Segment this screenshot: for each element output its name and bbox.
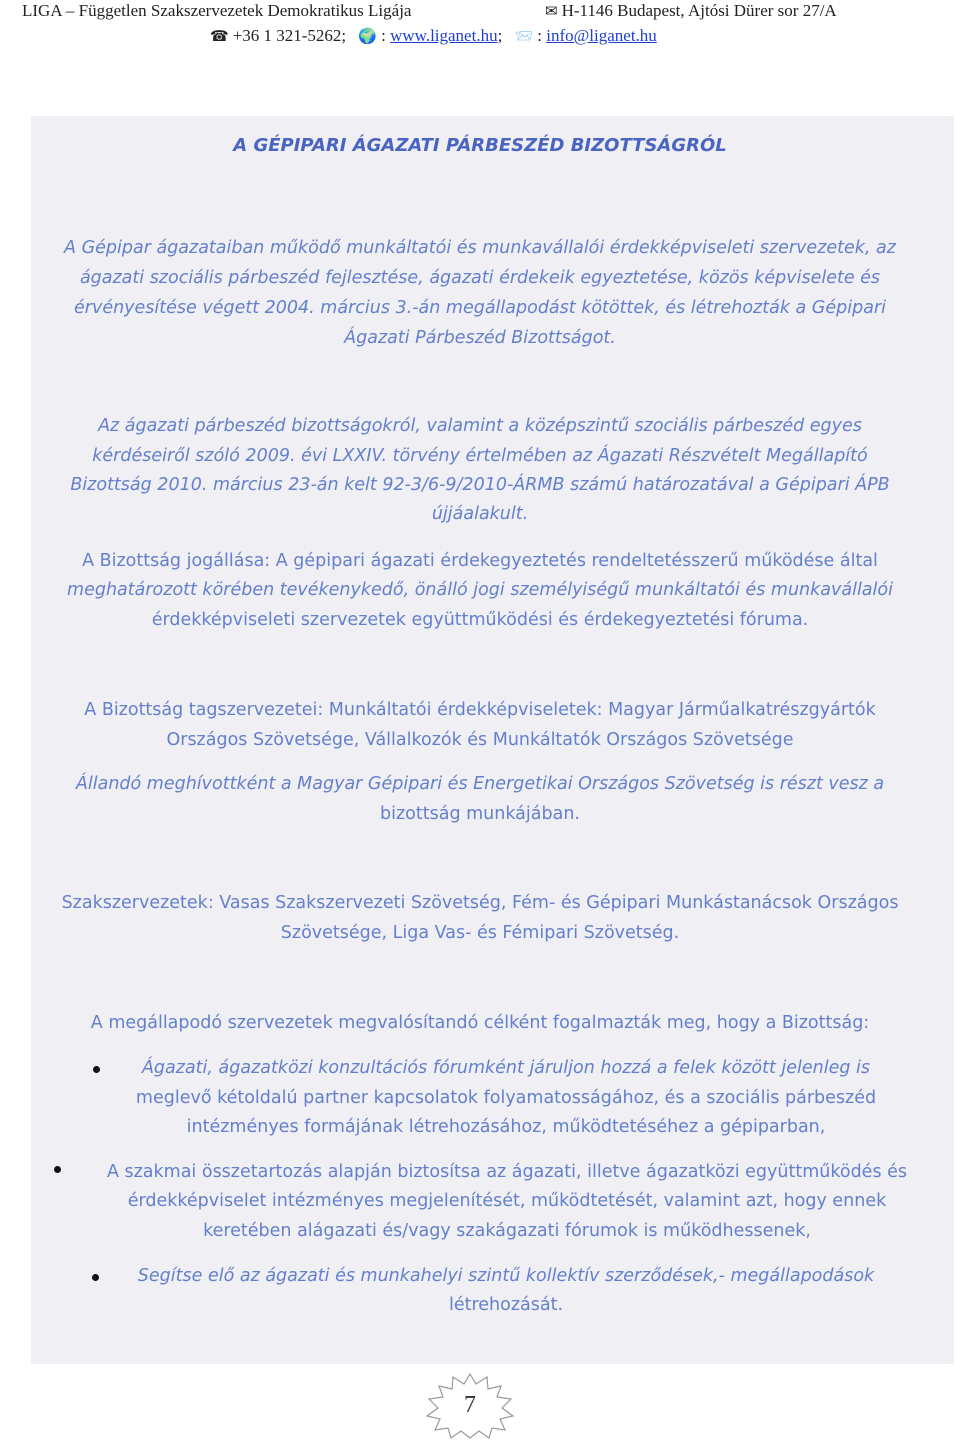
phone-icon: ☎ — [210, 29, 229, 45]
contact-line: ☎ +36 1 321-5262; 🌍 : www.liganet.hu; 📨 : info@liganet.hu — [210, 26, 657, 45]
p1-line: A Gépipar ágazataiban működő munkáltatói és munkavállalói érdekképviseleti szervezetek, az — [64, 238, 896, 258]
p2-line: kérdéseiről szóló 2009. évi LXXIV. törvény értelmében az Ágazati Részvételt Megállapító — [92, 446, 868, 466]
bullet-3-line: Segítse elő az ágazati és munkahelyi szintű kollektív szerződések,- megállapodások — [137, 1266, 875, 1286]
bullet-1-line: intézményes formájának létrehozásához, működtetéséhez a gépiparban, — [186, 1117, 826, 1137]
bullet-2-line: keretében alágazati és/vagy szakágazati fórumok is működhessenek, — [203, 1221, 811, 1241]
p1-line: ágazati szociális párbeszéd fejlesztése, ágazati érdekeik egyeztetése, közös képviselete és — [79, 268, 881, 288]
bullet-2-line: A szakmai összetartozás alapján biztosítsa az ágazati, illetve ágazatközi együttműködés és — [106, 1162, 908, 1182]
p3-line: meghatározott körében tevékenykedő, önálló jogi személyiségű munkáltatói és munkavállalói — [67, 580, 893, 600]
p5-line: bizottság munkájában. — [380, 804, 580, 824]
p6-line: Szakszervezetek: Vasas Szakszervezeti Szövetség, Fém- és Gépipari Munkástanácsok Országos — [61, 893, 899, 913]
bullet-3-line: létrehozását. — [448, 1295, 564, 1315]
page-title: A GÉPIPARI ÁGAZATI PÁRBESZÉD BIZOTTSÁGRÓL — [233, 135, 727, 156]
page-number: 7 — [464, 1392, 476, 1418]
p3-line: A Bizottság jogállása: A gépipari ágazati érdekegyeztetés rendeltetésszerű működése által — [82, 551, 878, 571]
p6-line: Szövetsége, Liga Vas- és Fémipari Szövetség. — [280, 923, 680, 943]
email-link[interactable]: info@liganet.hu — [546, 26, 657, 45]
p2-line: újjáalakult. — [431, 504, 529, 524]
website-link[interactable]: www.liganet.hu — [390, 26, 498, 45]
mail-icon: 📨 — [514, 29, 534, 45]
bullet-2-line: érdekképviselet intézményes megjelenítését, működtetését, valamint azt, hogy ennek — [127, 1191, 887, 1211]
p1-line: Ágazati Párbeszéd Bizottságot. — [344, 328, 616, 348]
p2-line: Az ágazati párbeszéd bizottságokról, valamint a középszintű szociális párbeszéd egyes — [98, 416, 862, 436]
p2-line: Bizottság 2010. március 23-án kelt 92-3/6-9/2010-ÁRMB számú határozatával a Gépipari ÁPB — [70, 475, 890, 495]
address-text: H-1146 Budapest, Ajtósi Dürer sor 27/A — [561, 1, 837, 20]
page-number-badge — [425, 1372, 515, 1440]
p4-line: A Bizottság tagszervezetei: Munkáltatói érdekképviseletek: Magyar Járműalkatrészgyártók — [84, 700, 876, 720]
envelope-icon: ✉ — [545, 4, 558, 20]
p7-line: A megállapodó szervezetek megvalósítandó célként fogalmazták meg, hogy a Bizottság: — [90, 1013, 870, 1033]
p4-line: Országos Szövetsége, Vállalkozók és Munkáltatók Országos Szövetsége — [166, 730, 794, 750]
web-label: : — [381, 26, 386, 45]
phone-number: +36 1 321-5262; — [232, 26, 347, 45]
email-label: : — [537, 26, 542, 45]
letterhead — [0, 0, 960, 52]
p3-line: érdekképviseleti szervezetek együttműködési és érdekegyeztetési fóruma. — [151, 610, 809, 630]
bullet-1-line: Ágazati, ágazatközi konzultációs fórumként járuljon hozzá a felek között jelenleg is — [141, 1058, 871, 1078]
globe-icon: 🌍 — [358, 29, 378, 45]
org-name: LIGA – Független Szakszervezetek Demokratikus Ligája — [22, 1, 412, 20]
p1-line: érvényesítése végett 2004. március 3.-án megállapodást kötöttek, és létrehozták a Gépipari — [74, 298, 886, 318]
bullet-1-line: meglevő kétoldalú partner kapcsolatok folyamatosságához, és a szociális párbeszéd — [135, 1088, 877, 1108]
address — [545, 1, 837, 21]
p5-line: Állandó meghívottként a Magyar Gépipari és Energetikai Országos Szövetség is részt vesz a — [75, 774, 885, 794]
